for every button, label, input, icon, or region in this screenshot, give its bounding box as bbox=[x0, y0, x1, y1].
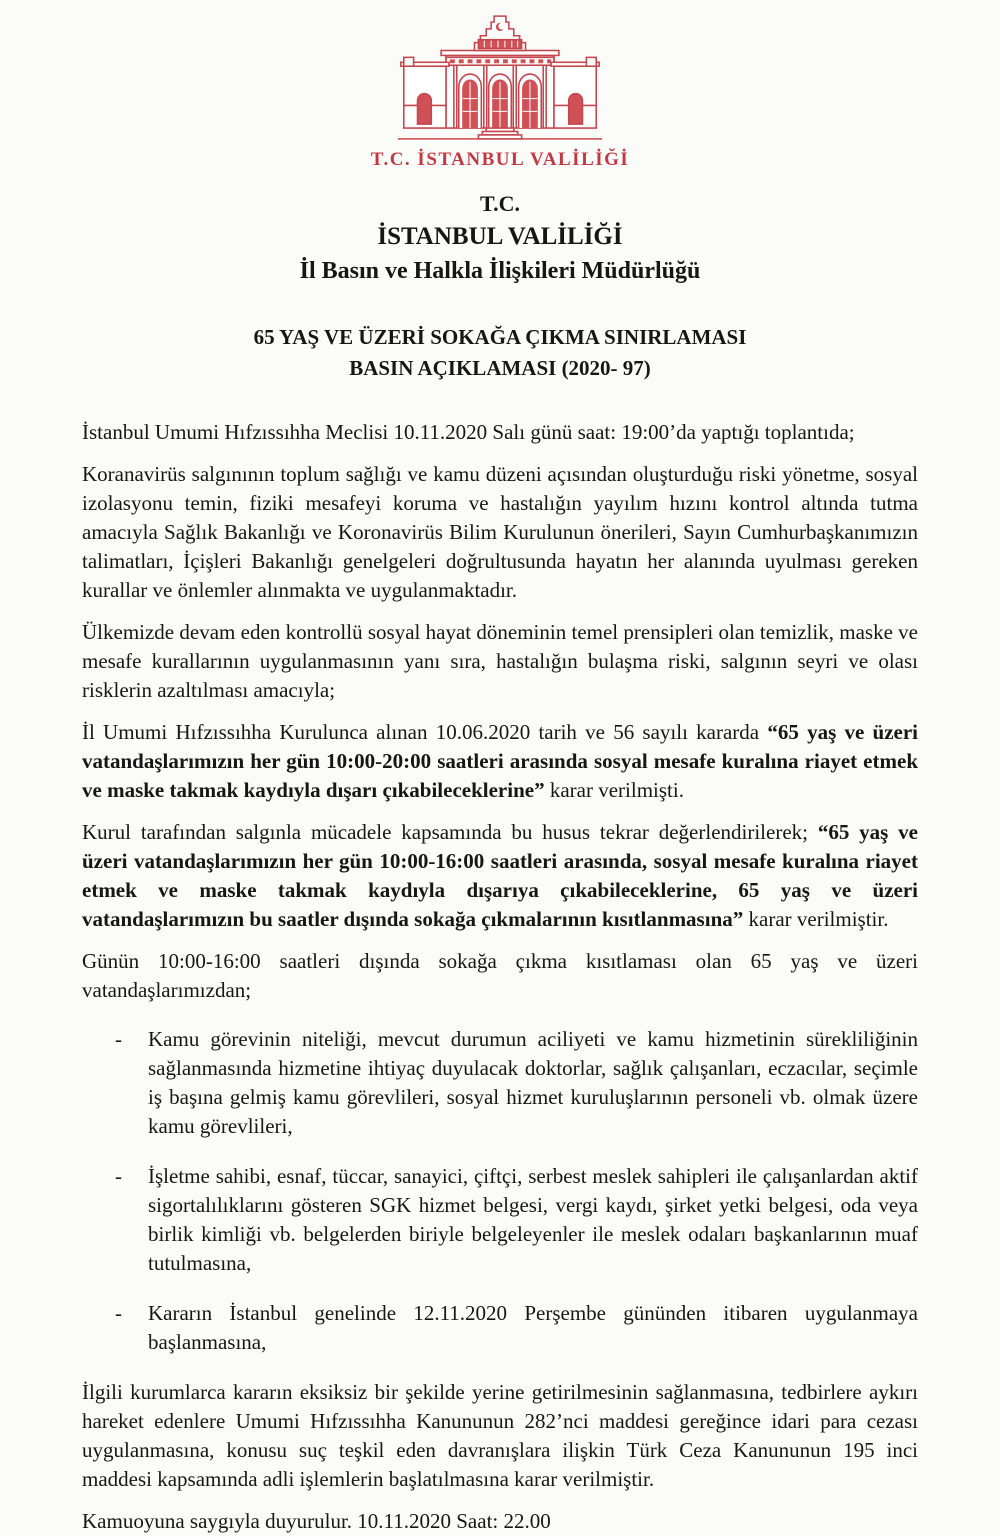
paragraph bbox=[82, 947, 918, 1005]
government-building-icon bbox=[392, 10, 608, 144]
header-department: İl Basın ve Halkla İlişkileri Müdürlüğü bbox=[299, 258, 701, 285]
bullet-text bbox=[148, 1162, 918, 1278]
bullet-marker: - bbox=[115, 1164, 122, 1189]
text-run: Ülkemizde devam eden kontrollü sosyal hayat döneminin temel prensipleri olan temizlik, maske ve mesafe kurallarının uygulanmasının yanı sıra, hastalığın bulaşma riski, salgının seyri ve olası risklerin azaltılması amacıyla; bbox=[82, 620, 918, 703]
text-run: İl Umumi Hıfzıssıhha Kurulunca alınan 10.06.2020 tarih ve 56 sayılı kararda bbox=[82, 720, 768, 745]
paragraph bbox=[82, 460, 918, 605]
text-run: Koranavirüs salgınının toplum sağlığı ve kamu düzeni açısından oluşturduğu riski yönetme, sosyal izolasyonu temin, fiziki mesafeyi koruma ve hastalığın yayılım hızını kontrol altında tutma amacıyla Sağlık Bakanlığı ve Koronavirüs Bilim Kurulunun önerileri, Sayın Cumhurbaşkanımızın talimatları, İçişleri Bakanlığı genelgeleri doğrultusunda hayatın her alanında uyulması gereken kurallar ve önlemler alınmakta ve uygulanmaktadır. bbox=[82, 462, 918, 603]
paragraph bbox=[82, 618, 918, 705]
paragraph bbox=[82, 418, 918, 447]
bullet-item bbox=[82, 1025, 918, 1141]
logo-caption: T.C. İSTANBUL VALİLİĞİ bbox=[370, 149, 630, 170]
bullet-text bbox=[148, 1025, 918, 1141]
governorship-logo bbox=[82, 8, 918, 171]
document-body bbox=[82, 418, 918, 1536]
text-run: Günün 10:00-16:00 saatleri dışında sokağa çıkma kısıtlaması olan 65 yaş ve üzeri vatandaşlarımızdan; bbox=[82, 949, 918, 1003]
bullet-marker: - bbox=[115, 1027, 122, 1052]
text-run: Kararın İstanbul genelinde 12.11.2020 Perşembe gününden itibaren uygulanmaya başlanmasına, bbox=[148, 1301, 918, 1355]
paragraph bbox=[82, 1507, 918, 1536]
text-run: Kamuoyuna saygıyla duyurulur. 10.11.2020 Saat: 22.00 bbox=[82, 1509, 551, 1534]
header-org-title: İSTANBUL VALİLİĞİ bbox=[377, 223, 623, 251]
text-run: Kurul tarafından salgınla mücadele kapsamında bu husus tekrar değerlendirilerek; bbox=[82, 820, 818, 845]
bullet-item bbox=[82, 1299, 918, 1357]
paragraph bbox=[82, 818, 918, 934]
paragraph bbox=[82, 1378, 918, 1494]
bold-run: “65 yaş ve üzeri vatandaşlarımızın her gün 10:00-16:00 saatleri arasında, sosyal mesafe kuralına riayet etmek ve maske takmak kaydıyla dışarıya çıkabileceklerine, 65 yaş ve üzeri vatandaşlarımızın bu saatler dışında sokağa çıkmalarının kısıtlanmasına” bbox=[82, 820, 919, 932]
header-tc: T.C. bbox=[480, 191, 520, 216]
paragraph bbox=[82, 718, 918, 805]
subject-line-2: BASIN AÇIKLAMASI (2020- 97) bbox=[349, 356, 651, 381]
text-run: Kamu görevinin niteliği, mevcut durumun aciliyeti ve kamu hizmetinin sürekliliğinin sağlanmasında hizmetine ihtiyaç duyulacak doktorlar, sağlık çalışanları, eczacılar, seçimle iş başına gelmiş kamu görevlileri, sosyal hizmet kuruluşlarının personeli vb. olmak üzere kamu görevlileri, bbox=[148, 1027, 918, 1139]
bold-run: “65 yaş ve üzeri vatandaşlarımızın her gün 10:00-20:00 saatleri arasında sosyal mesafe kuralına riayet etmek ve maske takmak kaydıyla dışarı çıkabileceklerine” bbox=[82, 720, 918, 803]
bullet-marker: - bbox=[115, 1301, 122, 1326]
subject-line-1: 65 YAŞ VE ÜZERİ SOKAĞA ÇIKMA SINIRLAMASI bbox=[253, 325, 747, 350]
text-run: karar verilmiştir. bbox=[743, 907, 889, 932]
text-run: karar verilmişti. bbox=[544, 778, 684, 803]
subject-block bbox=[82, 322, 918, 384]
bullet-text bbox=[148, 1299, 918, 1357]
text-run: İşletme sahibi, esnaf, tüccar, sanayici, çiftçi, serbest meslek sahipleri ile çalışanlardan aktif sigortalılıklarını gösteren SGK hizmet belgesi, vergi kaydı, şirket yetki belgesi, oda veya birlik kimliği vb. belgelerden biriyle belgeleyenler ile meslek odaları başkanlarının muaf tutulmasına, bbox=[148, 1164, 918, 1276]
bullet-item bbox=[82, 1162, 918, 1278]
text-run: İstanbul Umumi Hıfzıssıhha Meclisi 10.11.2020 Salı günü saat: 19:00’da yaptığı toplantıda; bbox=[82, 420, 855, 445]
text-run: İlgili kurumlarca kararın eksiksiz bir şekilde yerine getirilmesinin sağlanmasına, tedbirlere aykırı hareket edenlere Umumi Hıfzıssıhha Kanununun 282’nci maddesi gereğince idari para cezası uygulanmasına, konusu suç teşkil eden davranışlara ilişkin Türk Ceza Kanununun 195 inci maddesi kapsamında adli işlemlerin başlatılmasına karar verilmiştir. bbox=[82, 1380, 918, 1492]
